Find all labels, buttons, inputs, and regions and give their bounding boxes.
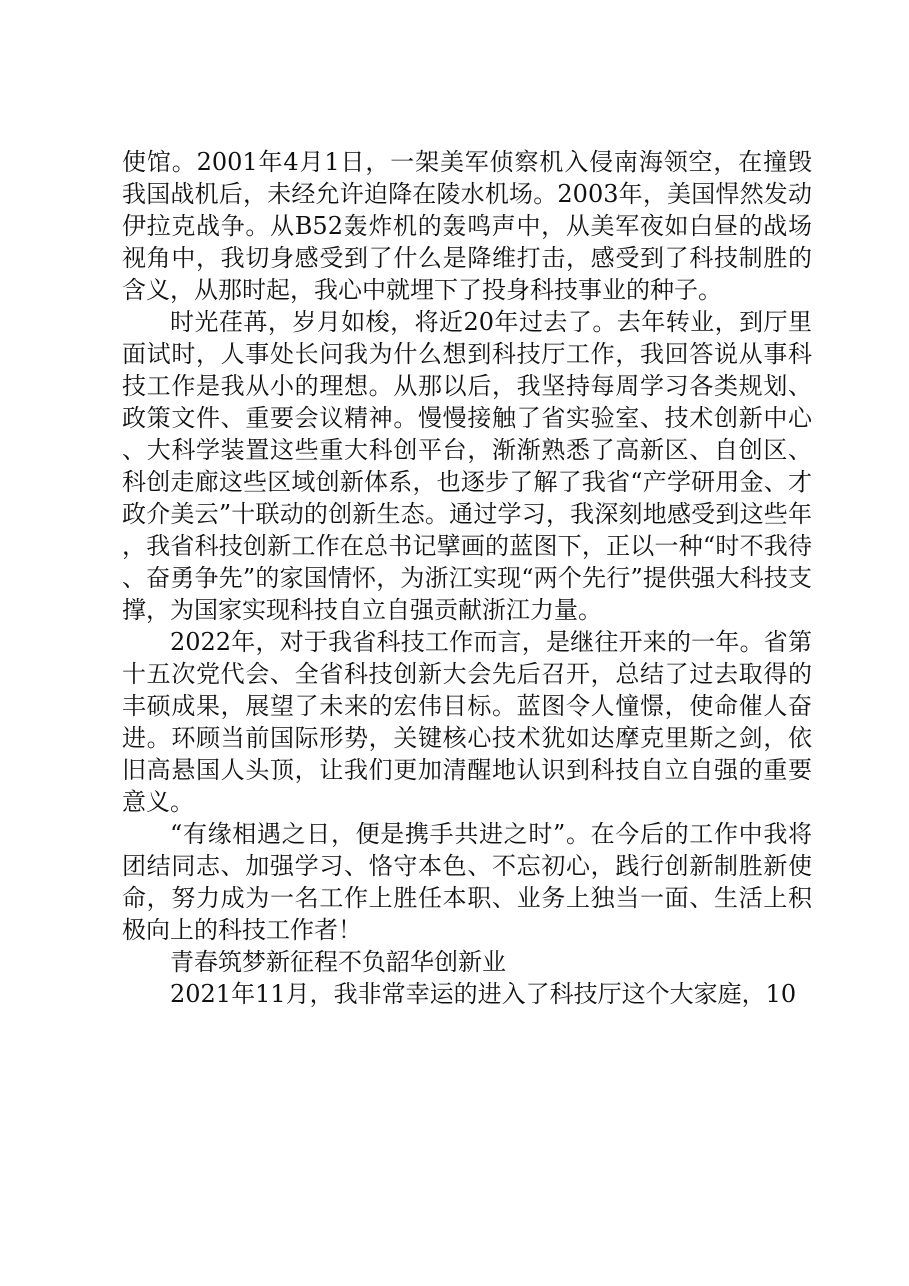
document-page [122,146,812,1010]
paragraph-commitment: “有缘相遇之日，便是携手共进之时”。在今后的工作中我将团结同志、加强学习、恪守本色、不忘初心，践行创新制胜新使命，努力成为一名工作上胜任本职、业务上独当一面、生活上积极向上的科技工作者！ [122,820,812,944]
paragraph-2022: 2022年，对于我省科技工作而言，是继往开来的一年。省第十五次党代会、全省科技创新大会先后召开，总结了过去取得的丰硕成果，展望了未来的宏伟目标。蓝图令人憧憬，使命催人奋进。环顾当前国际形势，关键核心技术犹如达摩克里斯之剑，依旧高悬国人头顶，让我们更加清醒地认识到科技自立自强的重要意义。 [122,628,812,816]
paragraph-2021: 2021年11月，我非常幸运的进入了科技厅这个大家庭，10 [170,980,797,1008]
paragraph-continuation: 使馆。2001年4月1日，一架美军侦察机入侵南海领空，在撞毁我国战机后，未经允许迫降在陵水机场。2003年，美国悍然发动伊拉克战争。从B52轰炸机的轰鸣声中，从美军夜如白昼的战场视角中，我切身感受到了什么是降维打击，感受到了科技制胜的含义，从那时起，我心中就埋下了投身科技事业的种子。 [122,148,812,304]
section-title: 青春筑梦新征程不负韶华创新业 [170,948,506,976]
paragraph-transfer: 时光荏苒，岁月如梭，将近20年过去了。去年转业，到厅里面试时，人事处长问我为什么想到科技厅工作，我回答说从事科技工作是我从小的理想。从那以后，我坚持每周学习各类规划、政策文件、重要会议精神。慢慢接触了省实验室、技术创新中心、大科学装置这些重大科创平台，渐渐熟悉了高新区、自创区、科创走廊这些区域创新体系，也逐步了解了我省“产学研用金、才政介美云”十联动的创新生态。通过学习，我深刻地感受到这些年，我省科技创新工作在总书记擘画的蓝图下，正以一种“时不我待、奋勇争先”的家国情怀，为浙江实现“两个先行”提供强大科技支撑，为国家实现科技自立自强贡献浙江力量。 [122,308,812,624]
